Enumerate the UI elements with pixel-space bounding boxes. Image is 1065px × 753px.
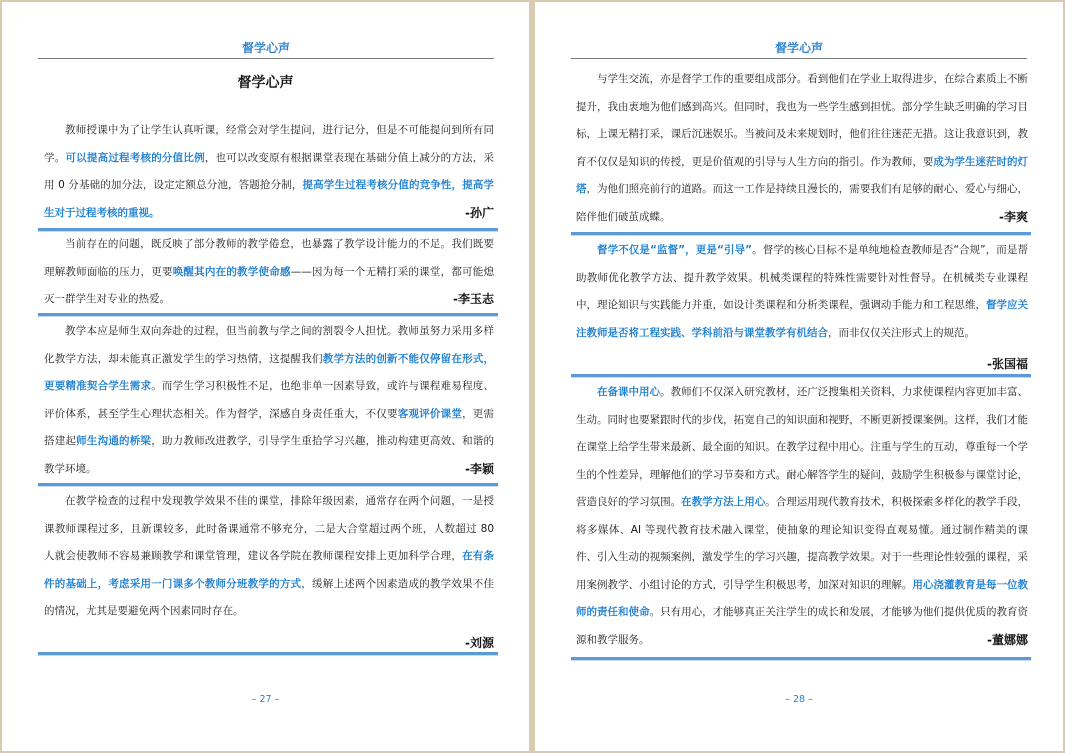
body-text: 教师授课中为了让学生认真听课，经常会对学生提问，进行记分，但是不可能提问到所有同学。 xyxy=(44,124,494,164)
highlighted-text: 用心浇灌教育是每一位教师的责任和使命 xyxy=(576,578,1029,618)
section-divider xyxy=(571,374,1031,378)
section-dong-nana xyxy=(576,379,1028,654)
highlighted-text: 督学不仅是“监督”，更是“引导” xyxy=(597,244,753,256)
section-text xyxy=(576,237,1028,347)
page-27 xyxy=(2,2,529,751)
highlighted-text: 提高学生过程考核分值的竞争性，提高学生对于过程考核的重视。 xyxy=(44,179,495,219)
body-text: ，更需搭建起 xyxy=(44,407,495,447)
author-name: -张国福 xyxy=(987,357,1028,371)
highlighted-text: 在有条件的基础上，考虑采用一门课多个教师分班教学的方式 xyxy=(44,550,495,590)
document-title: 督学心声 xyxy=(237,75,294,91)
running-head: 督学心声 xyxy=(774,41,823,55)
highlighted-text: 客观评价课堂 xyxy=(397,407,463,420)
body-text: 。合理运用现代教育技术，积极探索多样化的教学手段，将多媒体、AI 等现代教育技术融入课堂，使抽象的理论知识变得直观易懂。通过制作精美的课件、引入生动的视频案例，激发学生的学习兴趣，提高教学效果。对于一些理论性较强的课程，采用案例教学、小组讨论的方式，引导学生积极思考，加深对知识的理解。 xyxy=(576,496,1029,591)
author-name: -董娜娜 xyxy=(987,632,1028,647)
body-text: 当前存在的问题，既反映了部分教师的教学倦怠，也暴露了教学设计能力的不足。我们既要理解教师面临的压力，更要 xyxy=(44,238,494,278)
author-name: -刘源 xyxy=(465,635,494,650)
body-text: ，为他们照亮前行的道路。而这一工作是持续且漫长的，需要我们有足够的耐心、爱心与细心，陪伴他们破茧成蝶。 xyxy=(576,183,1029,223)
section-li-yuzhi xyxy=(44,231,494,314)
section-zhang-guofu xyxy=(576,237,1028,379)
body-text: ，助力教师改进教学，引导学生重拾学习兴趣，推动构建更高效、和谐的教学环境。 xyxy=(44,435,495,475)
section-text xyxy=(44,488,494,626)
section-divider xyxy=(38,652,498,656)
author-name: -李爽 xyxy=(999,209,1028,224)
body-text: 在教学检查的过程中发现教学效果不佳的课堂，排除年级因素，通常存在两个问题，一是授课教师课程过多，且新课较多，此时备课通常不够充分，二是大合堂超过两个班，人数超过 80 人就会使教师不容易兼顾教学和课堂管理，建议各学院在教师课程安排上更加科学合理， xyxy=(44,495,494,562)
highlighted-text: 教学方法的创新不能仅停留在形式，更要精准契合学生需求 xyxy=(44,352,495,392)
body-text: ，缓解上述两个因素造成的教学效果不佳的情况，尤其是要避免两个因素同时存在。 xyxy=(44,577,495,617)
highlighted-text: 唤醒其内在的教学使命感 xyxy=(172,265,291,278)
header-rule xyxy=(38,58,494,59)
page-28 xyxy=(535,2,1063,751)
section-text xyxy=(576,379,1028,654)
page-number: – 28 – xyxy=(785,694,813,705)
section-liu-yuan xyxy=(44,488,494,657)
highlighted-text: 师生沟通的桥梁 xyxy=(76,435,152,447)
highlighted-text: 在教学方法上用心 xyxy=(681,496,766,508)
body-text: ，也可以改变原有根据课堂表现在基础分值上减分的方法，采用 0 分基础的加分法，设定定额总分池，答题抢分制， xyxy=(44,151,495,191)
body-text: 。督学的核心目标不是单纯地检查教师是否“合规”，而是帮助教师优化教学方法、提升教学效果。机械类课程的特殊性需要针对性督导。在机械类专业课程中，理论知识与实践能力并重，如设计类课程和分析类课程，强调动手能力和工程思维， xyxy=(576,244,1028,311)
body-text: 。只有用心，才能够真正关注学生的成长和发展，才能够为他们提供优质的教育资源和教学服务。 xyxy=(576,606,1029,646)
section-divider xyxy=(571,232,1031,236)
body-text: 。而学生学习积极性不足，也绝非单一因素导致，或许与课程难易程度、评价体系，甚至学生心理状态相关。作为督学，深感自身责任重大，不仅要 xyxy=(44,380,495,420)
highlighted-text: 在备课中用心 xyxy=(597,386,661,398)
header-rule xyxy=(571,58,1027,59)
body-text: ，而非仅仅关注形式上的规范。 xyxy=(828,326,975,339)
body-text: 教学本应是师生双向奔赴的过程，但当前教与学之间的割裂令人担忧。教师虽努力采用多样化教学方法，却未能真正激发学生的学习热情，这提醒我们 xyxy=(44,325,494,365)
section-divider xyxy=(38,313,498,317)
body-text: 与学生交流，亦是督学工作的重要组成部分。看到他们在学业上取得进步，在综合素质上不断提升，我由衷地为他们感到高兴。但同时，我也为一些学生感到担忧。部分学生缺乏明确的学习目标，上课无精打采，课后沉迷娱乐。当被问及未来规划时，他们往往迷茫无措。这让我意识到，教育不仅仅是知识的传授，更是价值观的引导与人生方向的指引。作为教师，要 xyxy=(576,73,1028,168)
highlighted-text: 督学应关注教师是否将工程实践、学科前沿与课堂教学有机结合 xyxy=(576,299,1029,339)
author-name: -李颖 xyxy=(465,461,494,476)
highlighted-text: 可以提高过程考核的分值比例 xyxy=(65,151,205,164)
section-li-ying xyxy=(44,318,494,483)
body-text: 。教师们不仅深入研究教材，还广泛搜集相关资料，力求使课程内容更加丰富、生动。同时也要紧跟时代的步伐，拓宽自己的知识面和视野，不断更新授课案例。这样，我们才能在课堂上给学生带来最新、最全面的知识。在教学过程中用心。注重与学生的互动，尊重每一个学生的个性差异，理解他们的学习节奏和方式。耐心解答学生的疑问，鼓励学生积极参与课堂讨论，营造良好的学习氛围。 xyxy=(576,386,1029,508)
section-divider xyxy=(571,657,1031,661)
highlighted-text: 成为学生迷茫时的灯塔 xyxy=(576,155,1029,195)
page-number: – 27 – xyxy=(251,694,280,705)
section-sun-guang xyxy=(44,117,494,227)
author-name: -孙广 xyxy=(465,205,494,220)
author-name: -李玉志 xyxy=(453,292,494,306)
section-li-shuang xyxy=(576,66,1028,231)
body-text: ——因为每一个无精打采的课堂，都可能熄灭一群学生对专业的热爱。 xyxy=(44,265,495,305)
section-divider xyxy=(38,483,498,487)
running-head: 督学心声 xyxy=(241,41,290,55)
